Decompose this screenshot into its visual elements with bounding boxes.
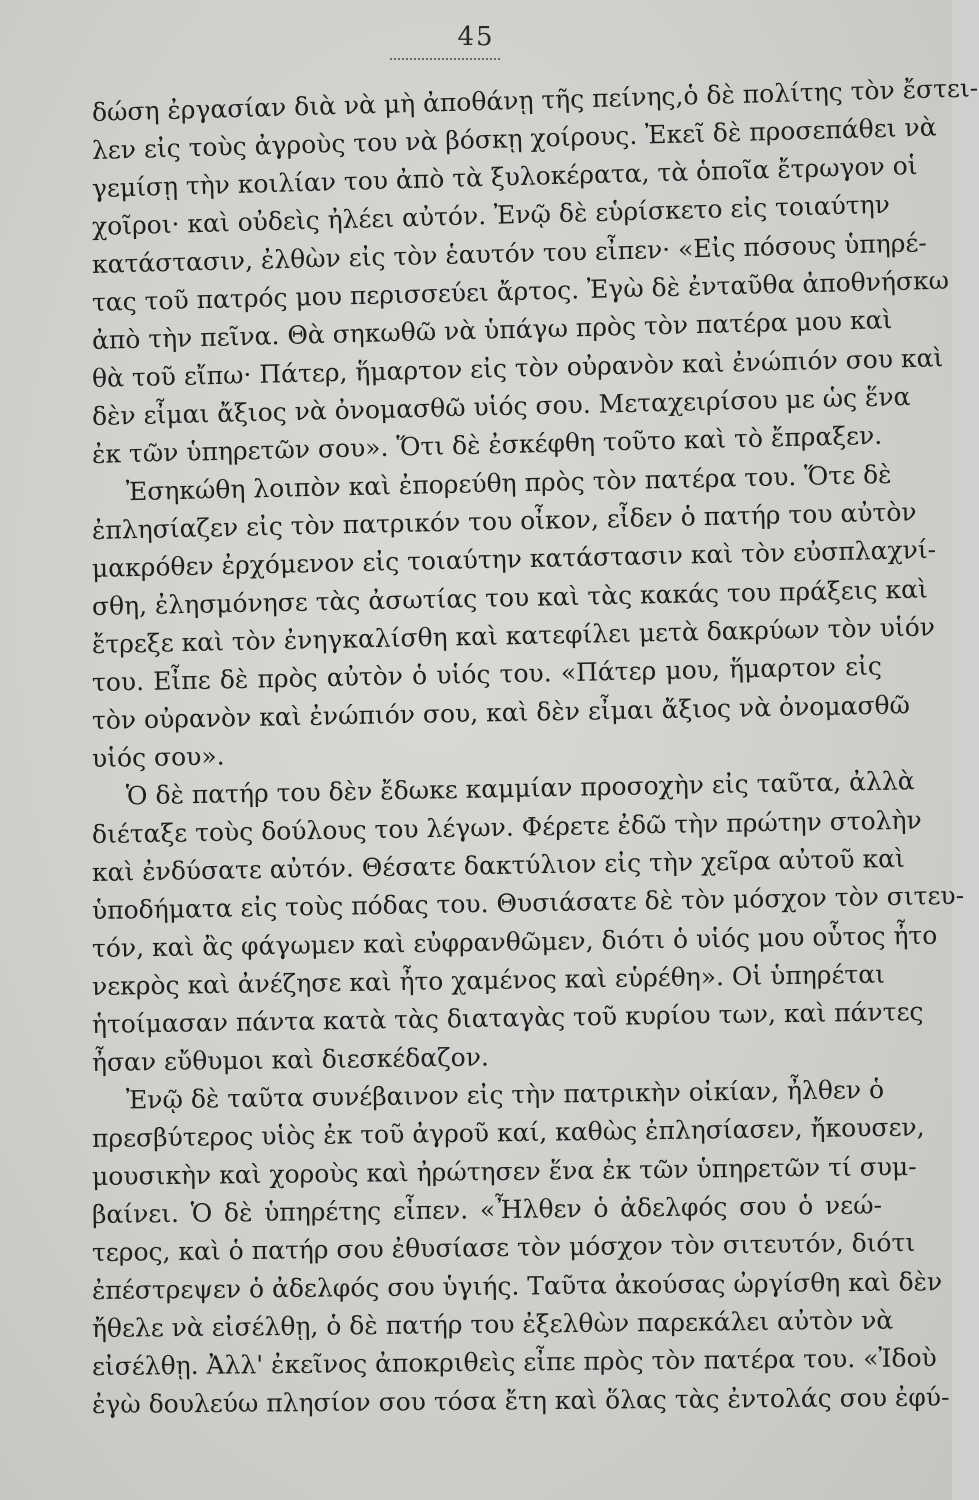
text-line: καὶ ἐνδύσατε αὐτόν. Θέσατε δακτύλιον εἰς τὴν χεῖρα αὐτοῦ καὶ: [91, 843, 906, 887]
text-line: ἐγὼ δουλεύω πλησίον σου τόσα ἔτη καὶ ὅλας τὰς ἐντολάς σου ἐφύ-: [91, 1382, 950, 1419]
text-line: τόν, καὶ ἂς φάγωμεν καὶ εὐφρανθῶμεν, διότι ὁ υἱός μου οὗτος ἦτο: [91, 920, 938, 963]
text-line: νεκρὸς καὶ ἀνέζησε καὶ ἦτο χαμένος καὶ εὑρέθη». Οἱ ὑπηρέται: [91, 959, 886, 1001]
text-line: διέταξε τοὺς δούλους του λέγων. Φέρετε ἐδῶ τὴν πρώτην στολὴν: [91, 805, 922, 849]
text-line: λεν εἰς τοὺς ἀγροὺς του νὰ βόσκῃ χοίρους. Ἐκεῖ δὲ προσεπάθει νὰ: [91, 112, 937, 165]
text-line: ἡτοίμασαν πάντα κατὰ τὰς διαταγὰς τοῦ κυρίου των, καὶ πάντες: [91, 996, 924, 1039]
text-line: θὰ τοῦ εἴπω· Πάτερ, ἥμαρτον εἰς τὸν οὐρανὸν καὶ ἐνώπιόν σου καὶ: [91, 343, 944, 393]
text-line: ἐπλησίαζεν εἰς τὸν πατρικόν του οἶκον, εἶδεν ὁ πατήρ του αὐτὸν: [91, 497, 917, 545]
text-line: ὑποδήματα εἰς τοὺς πόδας του. Θυσιάσατε δὲ τὸν μόσχον τὸν σιτευ-: [91, 880, 965, 925]
text-line: μουσικὴν καὶ χοροὺς καὶ ἠρώτησεν ἕνα ἐκ τῶν ὑπηρετῶν τί συμ-: [91, 1151, 917, 1191]
text-line: μακρόθεν ἐρχόμενον εἰς τοιαύτην κατάστασιν καὶ τὸν εὐσπλαχνί-: [91, 534, 937, 583]
text-line: ἔτρεξε καὶ τὸν ἐνηγκαλίσθη καὶ κατεφίλει μετὰ δακρύων τὸν υἱόν: [91, 612, 936, 659]
text-line: κατάστασιν, ἐλθὼν εἰς τὸν ἑαυτόν του εἶπεν· «Εἰς πόσους ὑπηρέ-: [91, 228, 928, 279]
text-line: γεμίσῃ τὴν κοιλίαν του ἀπὸ τὰ ξυλοκέρατα, τὰ ὁποῖα ἔτρωγον οἱ: [91, 150, 918, 203]
text-line: σθη, ἐλησμόνησε τὰς ἀσωτίας του καὶ τὰς κακάς του πράξεις καὶ: [91, 574, 929, 621]
text-line: δώση ἐργασίαν διὰ νὰ μὴ ἀποθάνῃ τῆς πείνης,ὁ δὲ πολίτης τὸν ἔστει-: [91, 73, 979, 127]
text-line: ἐκ τῶν ὑπηρετῶν σου». Ὅτι δὲ ἐσκέφθη τοῦτο καὶ τὸ ἔπραξεν.: [91, 420, 883, 469]
text-line: Ἐνῷ δὲ ταῦτα συνέβαινον εἰς τὴν πατρικὴν οἰκίαν, ἦλθεν ὁ: [125, 1074, 885, 1115]
text-line: πρεσβύτερος υἱὸς ἐκ τοῦ ἀγροῦ καί, καθὼς ἐπλησίασεν, ἤκουσεν,: [91, 1112, 925, 1153]
text-line: ἦσαν εὔθυμοι καὶ διεσκέδαζον.: [91, 1042, 490, 1077]
text-line: ἐπέστρεψεν ὁ ἀδελφός σου ὑγιής. Ταῦτα ἀκούσας ὠργίσθη καὶ δὲν: [91, 1267, 943, 1305]
text-line: τὸν οὐρανὸν καὶ ἐνώπιόν σου, καὶ δὲν εἶμαι ἄξιος νὰ ὀνομασθῶ: [91, 690, 911, 735]
body-text: [91, 40, 979, 1460]
text-line: του. Εἶπε δὲ πρὸς αὐτὸν ὁ υἱός του. «Πάτερ μου, ἥμαρτον εἰς: [91, 651, 883, 697]
page-number: 45: [457, 22, 495, 52]
text-line: Ἐσηκώθη λοιπὸν καὶ ἐπορεύθη πρὸς τὸν πατέρα του. Ὅτε δὲ: [125, 459, 892, 507]
text-line: βαίνει. Ὁ δὲ ὑπηρέτης εἶπεν. «Ἦλθεν ὁ ἀδελφός σου ὁ νεώ-: [91, 1190, 883, 1229]
text-line: ἤθελε νὰ εἰσέλθῃ, ὁ δὲ πατήρ του ἐξελθὼν παρεκάλει αὐτὸν νὰ: [91, 1305, 894, 1343]
text-line: τερος, καὶ ὁ πατήρ σου ἐθυσίασε τὸν μόσχον τὸν σιτευτόν, διότι: [91, 1227, 916, 1267]
text-line: εἰσέλθῃ. Ἀλλ' ἐκεῖνος ἀποκριθεὶς εἶπε πρὸς τὸν πατέρα του. «Ἰδοὺ: [91, 1343, 937, 1381]
text-line: δὲν εἶμαι ἄξιος νὰ ὀνομασθῶ υἱός σου. Μεταχειρίσου με ὡς ἕνα: [91, 382, 911, 431]
text-line: χοῖροι· καὶ οὐδεὶς ἠλέει αὐτόν. Ἐνῷ δὲ εὑρίσκετο εἰς τοιαύτην: [91, 189, 891, 241]
text-line: Ὁ δὲ πατήρ του δὲν ἔδωκε καμμίαν προσοχὴν εἰς ταῦτα, ἀλλὰ: [125, 766, 915, 811]
text-line: ἀπὸ τὴν πεῖνα. Θὰ σηκωθῶ νὰ ὑπάγω πρὸς τὸν πατέρα μου καὶ: [91, 305, 893, 355]
text-line: τας τοῦ πατρός μου περισσεύει ἄρτος. Ἐγὼ δὲ ἐνταῦθα ἀποθνήσκω: [91, 265, 950, 317]
text-line: υἱός σου».: [91, 741, 225, 773]
